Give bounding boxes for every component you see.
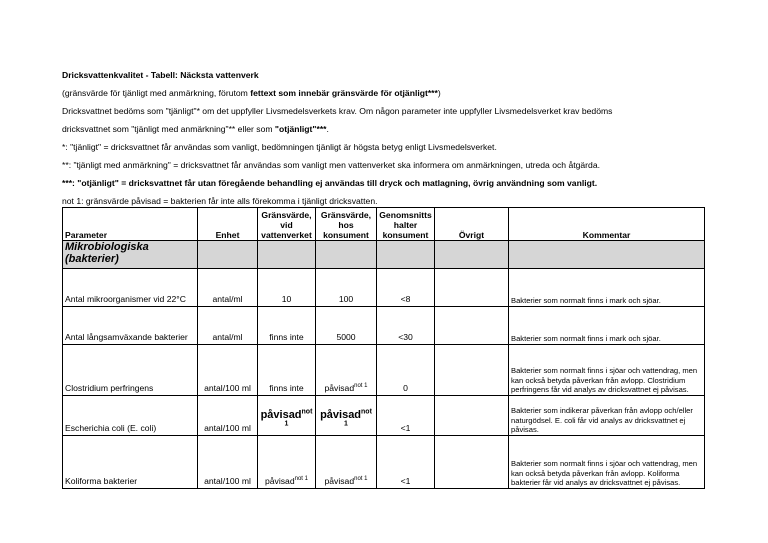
other-cell [435,436,509,489]
average-cell: 0 [377,345,435,396]
limit-plant-value [261,409,313,433]
section-cell [509,241,705,269]
footnote-mark: not 1 [354,476,368,483]
header-parameter: Parameter [63,208,198,241]
limit-consumer-text: påvisad [320,409,362,421]
comment-cell: Bakterier som indikerar påverkan från avlopp och/eller naturgödsel. E. coli får vid analys av dricksvattnet ej påvisas. [509,396,705,436]
other-cell [435,345,509,396]
other-cell [435,396,509,436]
average-cell: <30 [377,307,435,345]
limit-plant-value: påvisad [265,476,295,486]
section-cell [258,241,316,269]
limit-consumer-value: påvisad [324,476,355,486]
section-cell [435,241,509,269]
limit-plant-cell [258,436,316,489]
limit-consumer-cell [316,436,377,489]
param-cell: Koliforma bakterier [63,436,198,489]
table-header-row [63,208,705,241]
average-cell: <8 [377,269,435,307]
unit-cell: antal/100 ml [198,436,258,489]
section-cell [377,241,435,269]
comment-cell: Bakterier som normalt finns i mark och sjöar. [509,307,705,345]
limit-plant-cell: 10 [258,269,316,307]
document-page [62,70,702,489]
definition-anmarkning: **: "tjänligt med anmärkning" = dricksvattnet får användas som vanligt men vattenverket ska informera om anmärkningen, utreda och åtgärda. [62,160,600,170]
header-limit-consumer: Gränsvärde, hos konsument [316,208,377,241]
intro-line-1-text: (gränsvärde för tjänligt med anmärkning, förutom [62,88,251,98]
section-title: Mikrobiologiska (bakterier) [63,241,198,269]
param-cell: Clostridium perfringens [63,345,198,396]
comment-cell: Bakterier som normalt finns i sjöar och vattendrag, men kan också betyda påverkan från avlopp. Koliforma bakterier får vid analys av dricksvattnet ej påvisas. [509,436,705,489]
footnote-mark: not 1 [284,408,313,428]
limit-consumer-cell [316,345,377,396]
table-row [63,396,705,436]
limit-plant-cell: finns inte [258,345,316,396]
other-cell [435,307,509,345]
footnote-mark: not 1 [354,383,368,390]
section-cell [198,241,258,269]
intro-line-3-end: . [326,124,329,134]
limit-consumer-value: påvisad [324,383,355,393]
header-unit: Enhet [198,208,258,241]
document-title: Dricksvattenkvalitet - Tabell: Näcksta vattenverk [62,70,259,80]
note-1: not 1: gränsvärde påvisad = bakterien får inte alls förekomma i tjänligt dricksvatten. [62,196,378,206]
intro-line-2: Dricksvattnet bedöms som "tjänligt"* om det uppfyller Livsmedelsverkets krav. Om någon parameter inte uppfyller Livsmedelsverket krav bedöms [62,106,613,116]
definition-tjanligt: *: "tjänligt" = dricksvattnet får användas som vanligt, bedömningen tjänligt är högsta betyg enligt Livsmedelsverket. [62,142,497,152]
unit-cell: antal/ml [198,307,258,345]
table-row [63,269,705,307]
limit-plant-cell [258,396,316,436]
other-cell [435,269,509,307]
unit-cell: antal/100 ml [198,345,258,396]
intro-line-3-text: dricksvattnet som "tjänligt med anmärkning"** eller som [62,124,275,134]
table-row [63,345,705,396]
table-row [63,307,705,345]
param-cell: Escherichia coli (E. coli) [63,396,198,436]
unit-cell: antal/100 ml [198,396,258,436]
param-cell: Antal långsamväxande bakterier [63,307,198,345]
intro-line-1-end: ) [437,88,441,98]
header-comment: Kommentar [509,208,705,241]
intro-line-1 [62,88,702,106]
water-quality-table [62,207,705,489]
comment-cell: Bakterier som normalt finns i sjöar och vattendrag, men kan också betyda påverkan från avlopp. Clostridium perfringens får vid analys av dricksvattnet ej påvisas. [509,345,705,396]
footnote-mark: not 1 [294,476,308,483]
header-average: Genomsnitts halter konsument [377,208,435,241]
definition-otjanligt: ***: "otjänligt" = dricksvattnet får utan föregående behandling ej användas till dryck och matlagning, övrig användning som vanligt. [62,178,598,188]
footnote-mark: not 1 [344,408,372,428]
limit-consumer-cell [316,396,377,436]
intro-line-1-bold: fettext som innebär gränsvärde för otjänligt*** [250,88,438,98]
section-cell [316,241,377,269]
section-row [63,241,705,269]
limit-plant-cell: finns inte [258,307,316,345]
header-other: Övrigt [435,208,509,241]
average-cell: <1 [377,436,435,489]
intro-line-3-bold: "otjänligt"*** [274,124,327,134]
table-row [63,436,705,489]
limit-consumer-cell: 5000 [316,307,377,345]
limit-consumer-cell: 100 [316,269,377,307]
param-cell: Antal mikroorganismer vid 22°C [63,269,198,307]
intro-line-3 [62,124,702,142]
limit-consumer-value [320,409,372,433]
header-limit-plant: Gränsvärde, vid vattenverket [258,208,316,241]
limit-plant-text: påvisad [260,409,302,421]
average-cell: <1 [377,396,435,436]
unit-cell: antal/ml [198,269,258,307]
comment-cell: Bakterier som normalt finns i mark och sjöar. [509,269,705,307]
